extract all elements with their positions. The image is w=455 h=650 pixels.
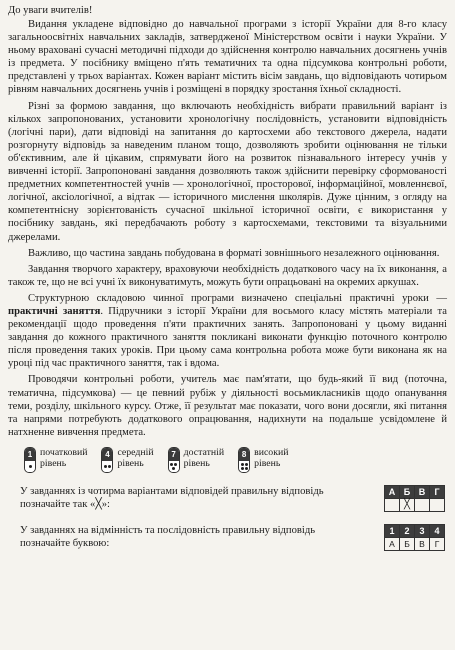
level-dot — [104, 465, 107, 468]
paragraph-6: Проводячи контрольні роботи, учитель має пам'ятати, що будь-який її вид (поточна, тематична, підсумкова) — це певний рубіж у діяльності восьмикласників щодо опанування теми, розділу, шкільного курсу. Отже, її результат має показати, чого вони досягли, які питання та напрями потребують додаткового опрацювання, надихнути на подальше усвідомлене й натхненне вивчення предмета. — [8, 374, 447, 438]
paragraph-1: Видання укладене відповідно до навчальної програми з історії України для 8-го класу загальноосвітніх навчальних закладів, затвердженої Міністерством освіти і науки України. У ньому враховані сучасні методичні підходи до здійснення контролю навчальних досягнень учнів із предмета. У посібнику вміщено п'ять тематичних та одна підсумкова контрольні роботи, представлені у трьох варіантах. Кожен варіант містить вісім завдань, що відповідають чотирьом рівням навчальних досягнень учнів і розміщені в порядку зростання їхньої складності. — [8, 19, 447, 96]
level-intermediate — [101, 447, 153, 473]
level-dots — [102, 461, 112, 472]
level-dot — [108, 465, 111, 468]
greeting: До уваги вчителів! — [8, 5, 93, 16]
grid-answer-cell: В — [415, 537, 430, 550]
grid-answer-cell — [430, 498, 445, 511]
level-label-word: рівень — [254, 458, 281, 470]
level-dot — [245, 467, 248, 470]
level-dot — [241, 463, 244, 466]
level-dot — [174, 463, 177, 466]
level-dots — [239, 461, 249, 472]
level-number: 7 — [169, 448, 179, 461]
level-high — [238, 447, 288, 473]
grid-answer-cell: А — [385, 537, 400, 550]
paragraph-3: Важливо, що частина завдань побудована в форматі зовнішнього незалежного оцінювання. — [28, 247, 440, 259]
grid-header-cell: А — [385, 485, 400, 498]
level-number: 8 — [239, 448, 249, 461]
grid-header-cell: Г — [430, 485, 445, 498]
grid-header-cell: В — [415, 485, 430, 498]
level-number: 1 — [25, 448, 35, 461]
note-text: У завданнях із чотирма варіантами відповідей правильну відповідь позначайте так «╳»: — [20, 485, 324, 511]
paragraph-2: Різні за формою завдання, що включають необхідність вибрати правильний варіант із кількох запропонованих, установити хронологічну послідовність, установити відповідність (логічні пари), дати відповіді на запитання до картосхеми або текстового джерела, надати розгорнуту відповідь за наведеним планом тощо, дозволяють зробити оцінювання не тільки об'єктивним, але й цікавим, спрямувати його на розвиток пізнавального інтересу учнів у вивченні історії. Запропоновані завдання дозволяють також здійснити перевірку сформованості предметних компетентностей учнів — хронологічної, просторової, інформаційної, мовленнєвої, логічної, аксіологічної, а відтак — історичного мислення школярів. Дуже цінним, з огляду на компетентнісну зорієнтованість сучасної шкільної історичної освіти, є використання у посібнику завдань, які передбачають роботу з картосхемами, текстовими та візуальними джерелами. — [8, 100, 447, 243]
grid-header-cell: 3 — [415, 524, 430, 537]
level-dot — [172, 467, 175, 470]
grid-answer-cell: Г — [430, 537, 445, 550]
level-label-word: рівень — [183, 458, 210, 470]
level-label: середній — [117, 446, 154, 458]
level-dot — [241, 467, 244, 470]
grid-answer-cell: ╳ — [400, 498, 415, 511]
level-badge-icon — [24, 447, 36, 473]
grid-answer-cell: Б — [400, 537, 415, 550]
grid-header-cell: Б — [400, 485, 415, 498]
paragraph-4: Завдання творчого характеру, враховуючи необхідність додаткового часу на їх виконання, а також те, що не всі учні їх виконуватимуть, можуть бути опрацьовані на окремих аркушах. — [8, 263, 447, 288]
level-label: високий — [254, 446, 289, 458]
level-initial — [24, 447, 87, 473]
answer-grid-sequence — [384, 524, 445, 551]
note-sequence — [8, 524, 447, 551]
paragraph-5-before: Структурною складовою чинної програми визначено спеціальні практичні уроки — — [28, 292, 447, 304]
level-dots — [169, 461, 179, 472]
answer-grid-multiple-choice — [384, 485, 445, 512]
level-dot — [29, 465, 32, 468]
level-dots — [25, 461, 35, 472]
level-dot — [170, 463, 173, 466]
grid-answer-cell — [415, 498, 430, 511]
level-label-word: рівень — [40, 458, 67, 470]
level-label-word: рівень — [117, 458, 144, 470]
practical-lessons-term: практичні заняття — [8, 305, 101, 317]
note-multiple-choice — [8, 485, 447, 512]
level-badge-icon — [238, 447, 250, 473]
levels-legend — [8, 447, 447, 473]
paragraph-5-after: . Підручники з історії України для восьмого класу містять матеріали та рекомендації щодо проведення п'яти практичних занять. Запропоновані у цьому виданні завдання до кожного практичного заняття покликані виконати функцію поточного контролю після проведення таких уроків. При цьому сама контрольна робота може бути виконана як на уроці під час практичного заняття, так і вдома. — [8, 305, 448, 370]
level-badge-icon — [168, 447, 180, 473]
level-label: достатній — [183, 446, 225, 458]
level-badge-icon — [101, 447, 113, 473]
level-sufficient — [168, 447, 224, 473]
grid-answer-cell — [385, 498, 400, 511]
level-dot — [245, 463, 248, 466]
grid-header-cell: 2 — [400, 524, 415, 537]
grid-header-cell: 4 — [430, 524, 445, 537]
level-number: 4 — [102, 448, 112, 461]
paragraph-5 — [8, 292, 447, 371]
level-label: початковий — [40, 446, 88, 458]
grid-header-cell: 1 — [385, 524, 400, 537]
note-text: У завданнях на відмінність та послідовність правильну відповідь позначайте буквою: — [20, 524, 316, 550]
